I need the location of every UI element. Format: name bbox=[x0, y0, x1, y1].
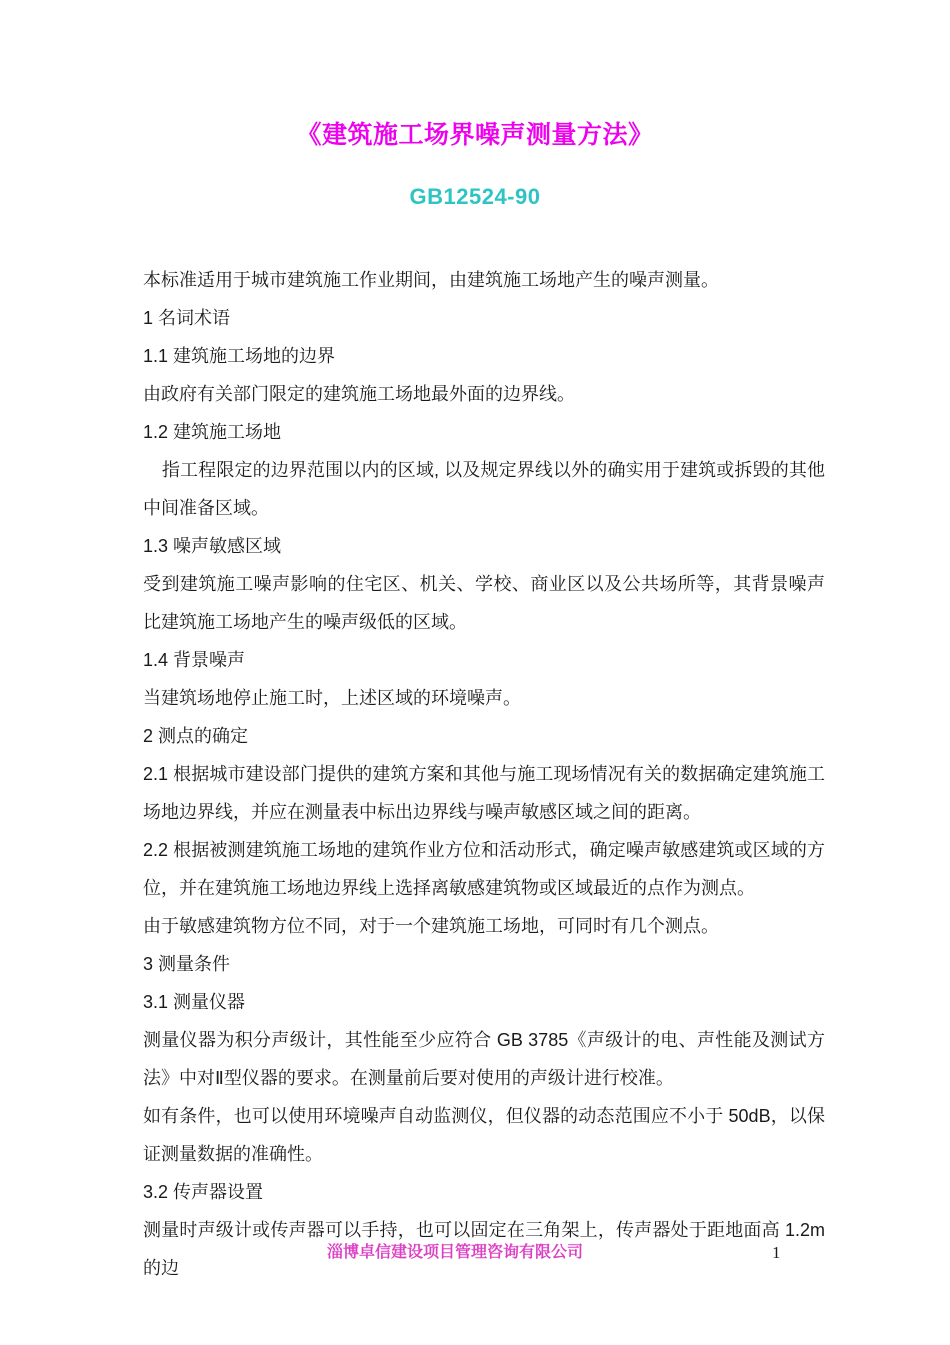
page-number: 1 bbox=[772, 1243, 781, 1262]
paragraph: 受到建筑施工噪声影响的住宅区、机关、学校、商业区以及公共场所等，其背景噪声比建筑施工场地产生的噪声级低的区域。 bbox=[143, 574, 825, 632]
paragraph: 3.1 测量仪器 bbox=[143, 992, 246, 1012]
footer-company: 淄博卓信建设项目管理咨询有限公司 bbox=[326, 1244, 583, 1261]
paragraph: 如有条件，也可以使用环境噪声自动监测仪，但仪器的动态范围应不小于 50dB，以保证测量数据的准确性。 bbox=[143, 1106, 825, 1164]
paragraph: 1 名词术语 bbox=[143, 308, 231, 328]
paragraph: 3 测量条件 bbox=[143, 954, 231, 974]
doc-standard-number: GB12524-90 bbox=[409, 184, 541, 209]
paragraph: 1.4 背景噪声 bbox=[143, 650, 246, 670]
paragraph: 1.2 建筑施工场地 bbox=[143, 422, 282, 442]
paragraph: 1.1 建筑施工场地的边界 bbox=[143, 346, 336, 366]
paragraph: 本标准适用于城市建筑施工作业期间，由建筑施工场地产生的噪声测量。 bbox=[143, 270, 719, 290]
paragraph: 由政府有关部门限定的建筑施工场地最外面的边界线。 bbox=[143, 384, 575, 404]
paragraph: 1.3 噪声敏感区域 bbox=[143, 536, 282, 556]
paragraph: 2.2 根据被测建筑施工场地的建筑作业方位和活动形式，确定噪声敏感建筑或区域的方位，并在建筑施工场地边界线上选择离敏感建筑物或区域最近的点作为测点。 bbox=[143, 840, 825, 898]
document-body bbox=[143, 261, 825, 1287]
paragraph: 测量时声级计或传声器可以手持，也可以固定在三角架上，传声器处于距地面高 1.2m 的边 bbox=[143, 1220, 825, 1278]
paragraph: 2.1 根据城市建设部门提供的建筑方案和其他与施工现场情况有关的数据确定建筑施工场地边界线，并应在测量表中标出边界线与噪声敏感区域之间的距离。 bbox=[143, 764, 825, 822]
paragraph: 测量仪器为积分声级计，其性能至少应符合 GB 3785《声级计的电、声性能及测试方法》中对Ⅱ型仪器的要求。在测量前后要对使用的声级计进行校准。 bbox=[143, 1030, 825, 1088]
paragraph: 2 测点的确定 bbox=[143, 726, 249, 746]
paragraph: 当建筑场地停止施工时，上述区域的环境噪声。 bbox=[143, 688, 521, 708]
doc-title: 《建筑施工场界噪声测量方法》 bbox=[296, 121, 654, 149]
paragraph: 由于敏感建筑物方位不同，对于一个建筑施工场地，可同时有几个测点。 bbox=[143, 916, 719, 936]
paragraph: 指工程限定的边界范围以内的区域, 以及规定界线以外的确实用于建筑或拆毁的其他中间准备区域。 bbox=[143, 460, 825, 518]
paragraph: 3.2 传声器设置 bbox=[143, 1182, 264, 1202]
